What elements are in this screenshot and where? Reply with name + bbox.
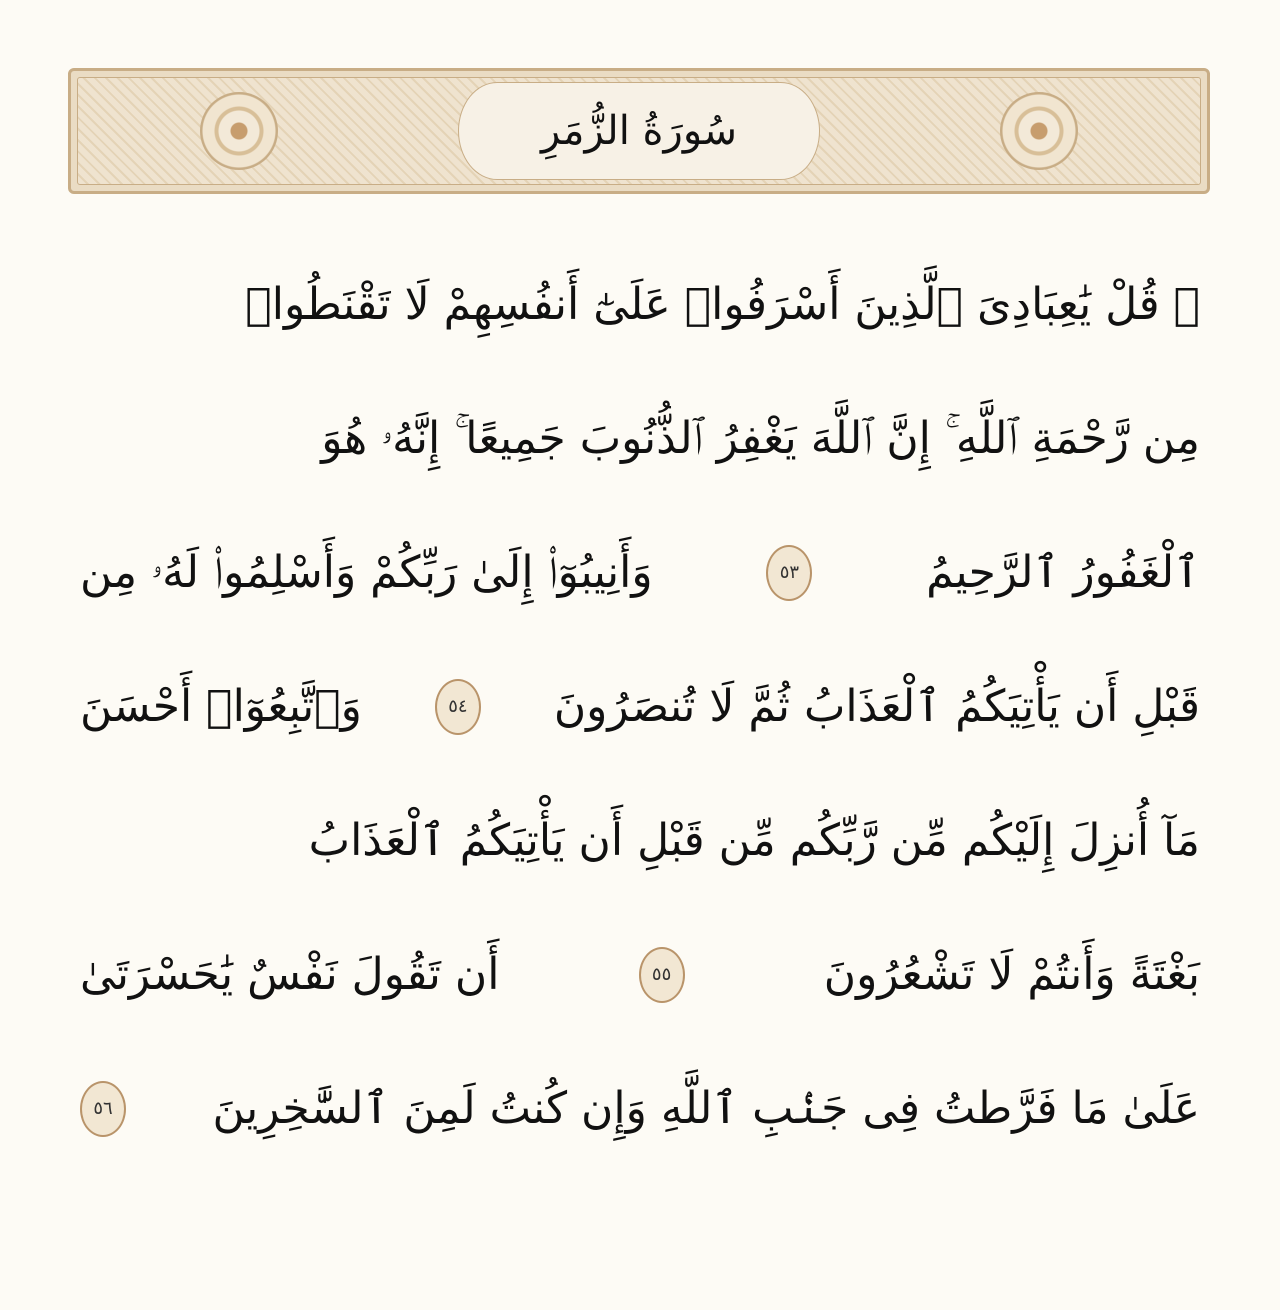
line-text: بَغْتَةً وَأَنتُمْ لَا تَشْعُرُونَ <box>823 949 1200 1000</box>
text-line-5 <box>80 774 1200 908</box>
text-line-2 <box>80 372 1200 506</box>
line-text: وَأَنِيبُوٓا۟ إِلَىٰ رَبِّكُمْ وَأَسْلِمُوا۟ لَهُۥ مِن <box>80 547 653 598</box>
quran-text-body <box>80 238 1200 1176</box>
line-text: ۞ قُلْ يَٰعِبَادِىَ ٱلَّذِينَ أَسْرَفُوا۟ عَلَىٰٓ أَنفُسِهِمْ لَا تَقْنَطُوا۟ <box>245 279 1200 330</box>
ornamental-frame <box>77 77 1201 185</box>
text-line-4 <box>80 640 1200 774</box>
surah-header-banner <box>68 68 1210 194</box>
verse-marker-54: ٥٤ <box>435 679 481 735</box>
rosette-ornament-left <box>200 92 278 170</box>
line-text: وَٱتَّبِعُوٓا۟ أَحْسَنَ <box>80 681 362 732</box>
line-text: مَآ أُنزِلَ إِلَيْكُم مِّن رَّبِّكُم مِّن قَبْلِ أَن يَأْتِيَكُمُ ٱلْعَذَابُ <box>308 815 1200 866</box>
line-text: عَلَىٰ مَا فَرَّطتُ فِى جَنۢبِ ٱللَّهِ وَإِن كُنتُ لَمِنَ ٱلسَّٰخِرِينَ <box>212 1083 1200 1134</box>
verse-marker-53: ٥٣ <box>766 545 812 601</box>
surah-title: سُورَةُ الزُّمَرِ <box>540 108 738 154</box>
line-text: أَن تَقُولَ نَفْسٌ يَٰحَسْرَتَىٰ <box>80 949 500 1000</box>
verse-marker-55: ٥٥ <box>639 947 685 1003</box>
line-text: مِن رَّحْمَةِ ٱللَّهِ ۚ إِنَّ ٱللَّهَ يَغْفِرُ ٱلذُّنُوبَ جَمِيعًا ۚ إِنَّهُۥ هُوَ <box>321 413 1200 464</box>
line-text: قَبْلِ أَن يَأْتِيَكُمُ ٱلْعَذَابُ ثُمَّ لَا تُنصَرُونَ <box>553 681 1200 732</box>
text-line-7 <box>80 1042 1200 1176</box>
text-line-1 <box>80 238 1200 372</box>
rosette-ornament-right <box>1000 92 1078 170</box>
line-text: ٱلْغَفُورُ ٱلرَّحِيمُ <box>926 547 1200 598</box>
surah-title-cartouche <box>458 82 820 180</box>
text-line-6 <box>80 908 1200 1042</box>
text-line-3 <box>80 506 1200 640</box>
verse-marker-56: ٥٦ <box>80 1081 126 1137</box>
